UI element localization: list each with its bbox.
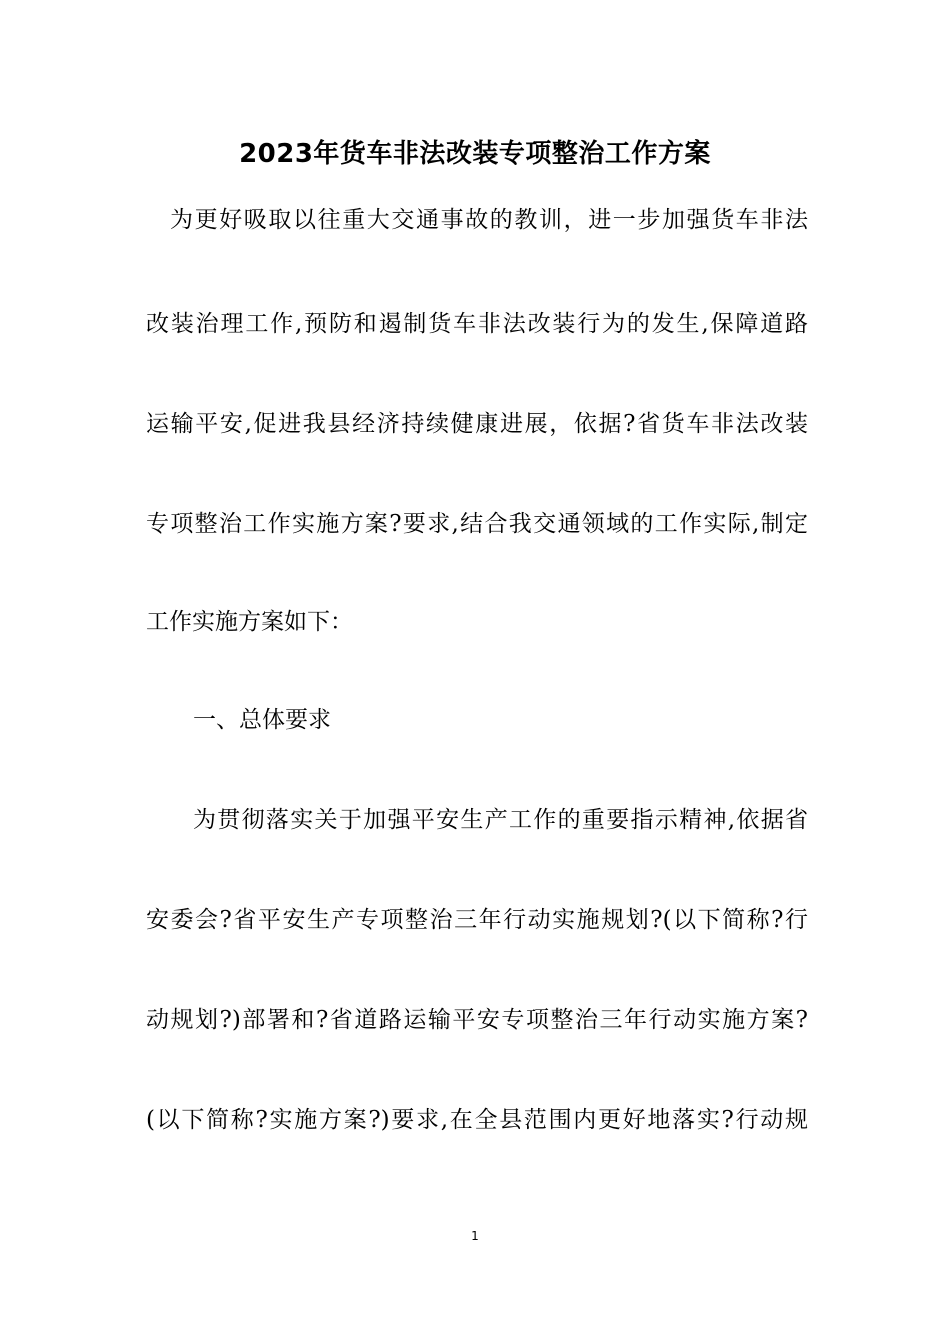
body-line: 为贯彻落实关于加强平安生产工作的重要指示精神,依据省 [193, 807, 808, 833]
body-line: 专项整治工作实施方案?要求,结合我交通领域的工作实际,制定 [146, 511, 808, 537]
page-number: 1 [471, 1229, 479, 1243]
body-line: 运输平安,促进我县经济持续健康进展，依据?省货车非法改装 [146, 411, 808, 437]
body-line: 动规划?)部署和?省道路运输平安专项整治三年行动实施方案? [146, 1007, 808, 1033]
body-line: (以下简称?实施方案?)要求,在全县范围内更好地落实?行动规 [146, 1107, 808, 1133]
page-title: 2023年货车非法改装专项整治工作方案 [239, 139, 711, 169]
section-heading: 一、总体要求 [193, 707, 331, 733]
body-line: 为更好吸取以往重大交通事故的教训，进一步加强货车非法 [170, 207, 808, 233]
body-line: 改装治理工作,预防和遏制货车非法改装行为的发生,保障道路 [146, 311, 808, 337]
body-line: 安委会?省平安生产专项整治三年行动实施规划?(以下简称?行 [146, 907, 808, 933]
body-line: 工作实施方案如下： [146, 609, 353, 635]
